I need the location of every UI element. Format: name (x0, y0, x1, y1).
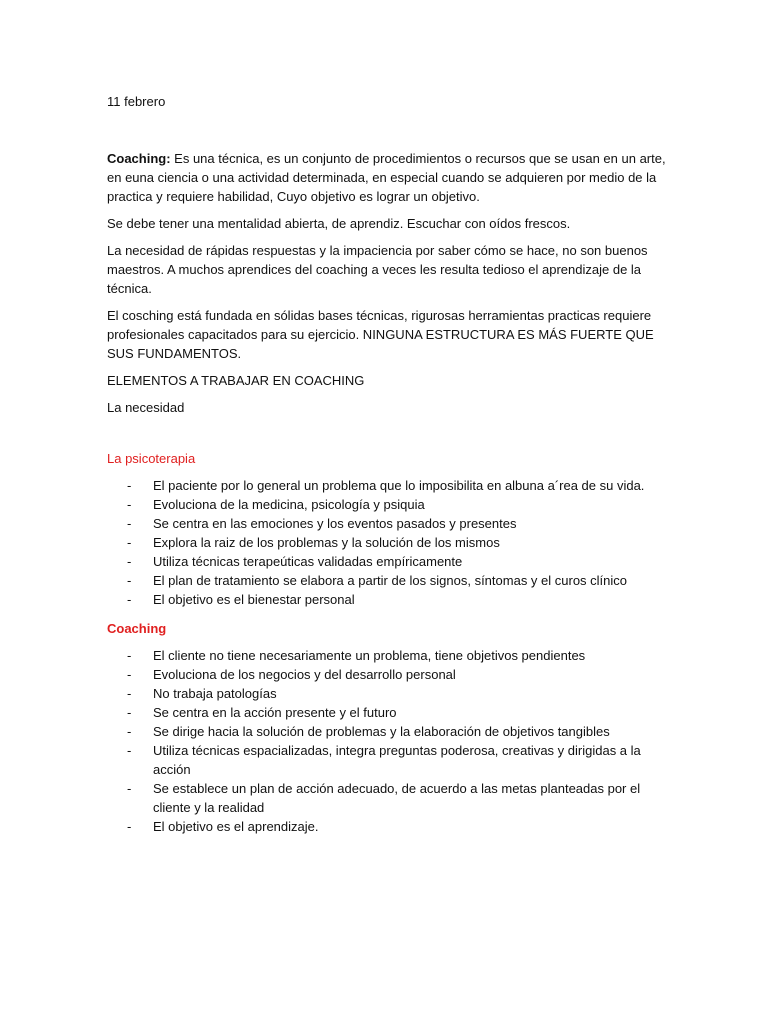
dash-bullet-icon: - (127, 781, 132, 796)
list-item-text: Explora la raiz de los problemas y la solución de los mismos (153, 535, 500, 550)
dash-bullet-icon: - (127, 554, 132, 569)
dash-bullet-icon: - (127, 573, 132, 588)
list-item (107, 533, 667, 552)
list-item (107, 722, 667, 741)
dash-bullet-icon: - (127, 667, 132, 682)
mentality-paragraph: Se debe tener una mentalidad abierta, de aprendiz. Escuchar con oídos frescos. (107, 216, 571, 231)
dash-bullet-icon: - (127, 478, 132, 493)
list-item (107, 779, 667, 817)
psicoterapia-list (107, 476, 667, 609)
list-item-text: Se centra en la acción presente y el futuro (153, 705, 397, 720)
coaching-heading: Coaching (107, 621, 167, 636)
list-item-text: Evoluciona de los negocios y del desarrollo personal (153, 667, 456, 682)
necessity-paragraph: La necesidad de rápidas respuestas y la impaciencia por saber cómo se hace, no son buenos maestros. A muchos aprendices del coaching a veces les resulta tedioso el aprendizaje de la técnica. (107, 243, 648, 296)
dash-bullet-icon: - (127, 743, 132, 758)
dash-bullet-icon: - (127, 592, 132, 607)
psicoterapia-heading: La psicoterapia (107, 451, 196, 466)
list-item-text: Se dirige hacia la solución de problemas y la elaboración de objetivos tangibles (153, 724, 610, 739)
list-item-text: El objetivo es el aprendizaje. (153, 819, 319, 834)
list-item (107, 590, 667, 609)
foundations-paragraph: El cosching está fundada en sólidas bases técnicas, rigurosas herramientas practicas requiere profesionales capacitados para su ejercicio. NINGUNA ESTRUCTURA ES MÁS FUERTE QUE SUS FUNDAMENTOS. (107, 308, 654, 361)
dash-bullet-icon: - (127, 648, 132, 663)
dash-bullet-icon: - (127, 705, 132, 720)
list-item (107, 495, 667, 514)
list-item-text: Se centra en las emociones y los eventos pasados y presentes (153, 516, 517, 531)
list-item-text: El plan de tratamiento se elabora a partir de los signos, síntomas y el curos clínico (153, 573, 628, 588)
list-item (107, 476, 667, 495)
list-item-text: Se establece un plan de acción adecuado, de acuerdo a las metas planteadas por el cliente y la realidad (153, 781, 641, 815)
list-item-text: Utiliza técnicas espacializadas, integra preguntas poderosa, creativas y dirigidas a la acción (153, 743, 641, 777)
dash-bullet-icon: - (127, 516, 132, 531)
list-item-text: Utiliza técnicas terapeúticas validadas empíricamente (153, 554, 463, 569)
list-item (107, 665, 667, 684)
document-page (107, 92, 667, 846)
section-spacer (107, 425, 667, 449)
list-item-text: El cliente no tiene necesariamente un problema, tiene objetivos pendientes (153, 648, 586, 663)
list-item-text: El objetivo es el bienestar personal (153, 592, 355, 607)
list-item (107, 684, 667, 703)
list-item-text: El paciente por lo general un problema que lo imposibilita en albuna a´rea de su vida. (153, 478, 645, 493)
dash-bullet-icon: - (127, 819, 132, 834)
list-item (107, 703, 667, 722)
list-item-text: No trabaja patologías (153, 686, 277, 701)
elements-heading: ELEMENTOS A TRABAJAR EN COACHING (107, 373, 365, 388)
dash-bullet-icon: - (127, 535, 132, 550)
coaching-definition-paragraph (107, 149, 667, 206)
coaching-list (107, 646, 667, 836)
list-item (107, 514, 667, 533)
dash-bullet-icon: - (127, 497, 132, 512)
coaching-definition-text: Es una técnica, es un conjunto de procedimientos o recursos que se usan en un arte, en euna ciencia o una actividad determinada, en especial cuando se adquieren por medio de la practica y requiere habilidad, Cuyo objetivo es lograr un objetivo. (107, 151, 666, 204)
list-item (107, 646, 667, 665)
list-item (107, 571, 667, 590)
list-item-text: Evoluciona de la medicina, psicología y psiquia (153, 497, 425, 512)
list-item (107, 552, 667, 571)
coaching-term: Coaching: (107, 151, 171, 166)
dash-bullet-icon: - (127, 724, 132, 739)
list-item (107, 741, 667, 779)
la-necesidad-paragraph: La necesidad (107, 400, 185, 415)
list-item (107, 817, 667, 836)
dash-bullet-icon: - (127, 686, 132, 701)
document-date: 11 febrero (107, 94, 166, 109)
